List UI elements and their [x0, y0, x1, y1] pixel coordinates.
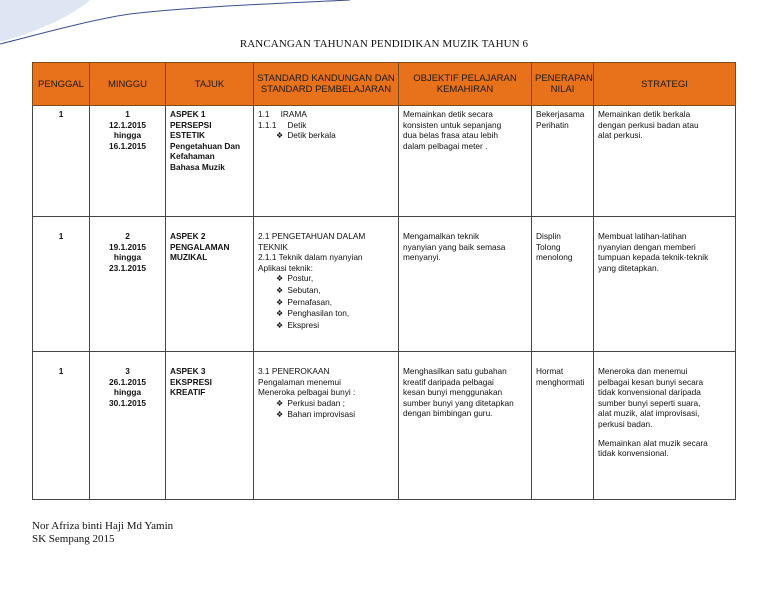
objektif-line: nyanyian yang baik semasa [403, 241, 506, 252]
tajuk-line: PENGALAMAN [170, 241, 230, 252]
objektif-line: dua belas frasa atau lebih [403, 130, 499, 141]
strategi-cell [594, 352, 736, 500]
standard-line: 2.1 PENGETAHUAN DALAM [258, 231, 366, 241]
week-start: 12.1.2015 [109, 119, 146, 130]
table-header-row [33, 63, 736, 106]
tajuk-cell [166, 352, 254, 500]
strategi-cell [594, 106, 736, 217]
tajuk-line: Bahasa Muzik [170, 161, 225, 172]
week-start: 19.1.2015 [109, 241, 146, 252]
objektif-line: dengan bimbingan guru. [403, 408, 493, 419]
strategi-line: alat perkusi. [598, 130, 643, 141]
spacer [598, 430, 731, 438]
standard-line [258, 120, 394, 131]
footer-author: Nor Afriza binti Haji Md Yamin [32, 520, 174, 532]
bullet-text: Bahan improvisasi [287, 409, 356, 420]
standard-cell [254, 352, 399, 500]
standard-number: 1.1 [258, 109, 270, 119]
objektif-cell [399, 106, 532, 217]
diamond-bullet-icon: ❖ [276, 320, 284, 330]
nilai-line: Bekerjasama [536, 109, 585, 119]
week-start: 26.1.2015 [109, 376, 146, 387]
strategi-line: nyanyian dengan memberi [598, 241, 696, 252]
penggal-value: 1 [58, 366, 64, 376]
tajuk-line: ASPEK 1 [170, 109, 206, 119]
objektif-line: kreatif daripada pelbagai [403, 376, 494, 387]
bullet-text: Sebutan, [287, 284, 321, 295]
header-objektif: OBJEKTIF PELAJARAN KEMAHIRAN [399, 63, 532, 106]
week-number: 2 [125, 231, 130, 241]
bullet-text: Perkusi badan ; [287, 397, 345, 408]
strategi-line: alat muzik, alat improvisasi, [598, 408, 700, 419]
table-row [33, 106, 736, 217]
week-hingga: hingga [113, 387, 142, 398]
tajuk-line: Pengetahuan Dan [170, 140, 241, 151]
nilai-line: Displin [536, 231, 561, 241]
standard-bullet [258, 409, 394, 421]
tajuk-line: Kefahaman [170, 151, 215, 162]
penggal-value: 1 [58, 231, 64, 241]
standard-text: Detik [287, 119, 307, 130]
tajuk-line: PERSEPSI [170, 119, 212, 130]
strategi-line: Memainkan alat muzik secara [598, 437, 708, 448]
tajuk-cell [166, 106, 254, 217]
standard-text: IRAMA [280, 109, 307, 119]
diamond-bullet-icon: ❖ [276, 131, 284, 141]
penggal-cell [33, 106, 90, 217]
week-end: 23.1.2015 [109, 262, 146, 273]
week-number: 1 [125, 109, 130, 119]
minggu-cell [90, 352, 166, 500]
strategi-line: Meneroka dan menemui [598, 366, 688, 376]
objektif-line: menyanyi. [403, 252, 441, 263]
header-strategi: STRATEGI [594, 63, 736, 106]
strategi-line: perkusi badan. [598, 418, 653, 429]
standard-cell [254, 217, 399, 352]
standard-bullet [258, 308, 394, 320]
diamond-bullet-icon: ❖ [276, 285, 284, 295]
standard-number: 1.1.1 [258, 119, 277, 130]
nilai-line: menghormati [536, 376, 585, 387]
penggal-value: 1 [58, 109, 64, 119]
week-end: 30.1.2015 [109, 397, 146, 408]
strategi-line: tumpuan kepada teknik-teknik [598, 252, 709, 263]
footer [32, 520, 173, 546]
objektif-line: konsisten untuk sepanjang [403, 119, 502, 130]
standard-line: Meneroka pelbagai bunyi : [258, 387, 356, 398]
standard-bullet [258, 285, 394, 297]
week-end: 16.1.2015 [109, 140, 146, 151]
objektif-line: dalam pelbagai meter . [403, 140, 488, 151]
standard-line: 2.1.1 Teknik dalam nyanyian [258, 252, 363, 263]
standard-line: Aplikasi teknik: [258, 262, 313, 273]
diamond-bullet-icon: ❖ [276, 410, 284, 420]
standard-bullet [258, 297, 394, 309]
bullet-text: Penghasilan ton, [287, 308, 350, 319]
objektif-cell [399, 217, 532, 352]
week-number: 3 [125, 366, 130, 376]
objektif-cell [399, 352, 532, 500]
tajuk-line: MUZIKAL [170, 252, 208, 263]
strategi-line: tidak konvensional. [598, 448, 669, 459]
strategi-line: yang ditetapkan. [598, 262, 659, 273]
bullet-text: Ekspresi [287, 319, 320, 330]
tajuk-line: ESTETIK [170, 130, 206, 141]
diamond-bullet-icon: ❖ [276, 297, 284, 307]
header-minggu: MINGGU [90, 63, 166, 106]
header-standard: STANDARD KANDUNGAN DAN STANDARD PEMBELAJARAN [254, 63, 399, 106]
standard-bullet [258, 273, 394, 285]
yearly-plan-table [32, 62, 736, 500]
objektif-line: sumber bunyi yang ditetapkan [403, 397, 514, 408]
table-row [33, 217, 736, 352]
nilai-cell [532, 352, 594, 500]
strategi-line: tidak konvensional daripada [598, 387, 701, 398]
header-nilai: PENERAPAN NILAI [532, 63, 594, 106]
tajuk-line: EKSPRESI [170, 376, 212, 387]
standard-line: 3.1 PENEROKAAN [258, 366, 330, 376]
standard-cell [254, 106, 399, 217]
strategi-line: Membuat latihan-latihan [598, 231, 687, 241]
strategi-line: sumber bunyi seperti suara, [598, 397, 701, 408]
nilai-cell [532, 106, 594, 217]
strategi-line: dengan perkusi badan atau [598, 119, 699, 130]
tajuk-line: KREATIF [170, 387, 206, 398]
nilai-cell [532, 217, 594, 352]
objektif-line: Mengamalkan teknik [403, 231, 480, 241]
penggal-cell [33, 352, 90, 500]
tajuk-line: ASPEK 2 [170, 231, 206, 241]
tajuk-line: ASPEK 3 [170, 366, 206, 376]
standard-line [258, 109, 394, 120]
nilai-line: Tolong [536, 241, 561, 252]
strategi-line: Memainkan detik berkala [598, 109, 691, 119]
tajuk-cell [166, 217, 254, 352]
objektif-line: kesan bunyi menggunakan [403, 387, 503, 398]
diamond-bullet-icon: ❖ [276, 274, 284, 284]
objektif-line: Menghasilkan satu gubahan [403, 366, 507, 376]
footer-school: SK Sempang 2015 [32, 533, 115, 545]
minggu-cell [90, 217, 166, 352]
bullet-text: Pernafasan, [287, 296, 333, 307]
standard-line: TEKNIK [258, 241, 288, 252]
diamond-bullet-icon: ❖ [276, 309, 284, 319]
diamond-bullet-icon: ❖ [276, 398, 284, 408]
standard-bullet [258, 130, 394, 142]
penggal-cell [33, 217, 90, 352]
nilai-line: Hormat [536, 366, 564, 376]
bullet-text: Postur, [287, 273, 314, 284]
objektif-line: Memainkan detik secara [403, 109, 493, 119]
standard-line: Pengalaman menemui [258, 376, 342, 387]
week-hingga: hingga [113, 130, 142, 141]
table-row [33, 352, 736, 500]
document-title: RANCANGAN TAHUNAN PENDIDIKAN MUZIK TAHUN 6 [239, 38, 529, 50]
minggu-cell [90, 106, 166, 217]
nilai-line: Perihatin [536, 119, 569, 130]
bullet-text: Detik berkala [287, 130, 336, 141]
nilai-line: menolong [536, 252, 573, 263]
strategi-cell [594, 217, 736, 352]
week-hingga: hingga [113, 252, 142, 263]
standard-bullet [258, 320, 394, 332]
header-tajuk: TAJUK [166, 63, 254, 106]
header-penggal: PENGGAL [33, 63, 90, 106]
strategi-line: pelbagai kesan bunyi secara [598, 376, 704, 387]
standard-bullet [258, 398, 394, 410]
